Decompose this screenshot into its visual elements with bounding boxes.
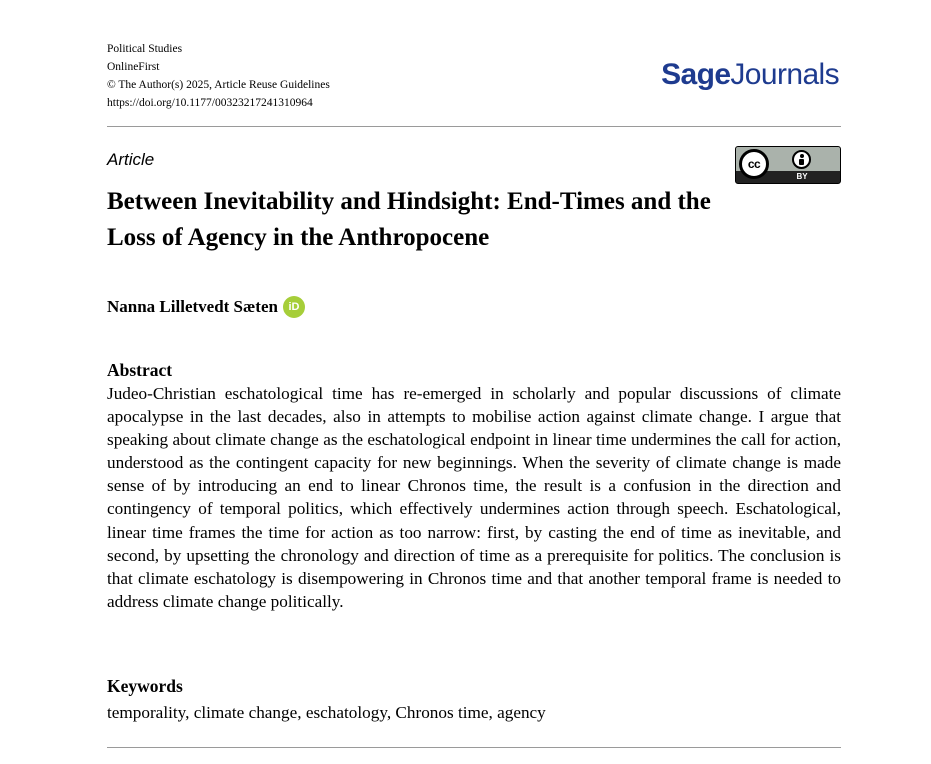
copyright-line[interactable]: © The Author(s) 2025, Article Reuse Guidelines xyxy=(107,79,330,91)
article-type-label: Article xyxy=(107,150,155,169)
article-page xyxy=(107,0,841,764)
brand-primary: Sage xyxy=(661,58,731,91)
keywords-list: temporality, climate change, eschatology, Chronos time, agency xyxy=(107,703,546,722)
sage-journals-logo[interactable] xyxy=(661,58,839,92)
orcid-icon[interactable]: iD xyxy=(283,296,305,318)
doi-link[interactable]: https://doi.org/10.1177/00323217241310964 xyxy=(107,97,313,109)
keywords-heading: Keywords xyxy=(107,676,183,696)
brand-secondary: Journals xyxy=(730,58,839,91)
abstract-text: Judeo-Christian eschatological time has re-emerged in scholarly and popular discussions of climate apocalypse in the last decades, also in attempts to mobilise action against climate change. I argue that speaking about climate change as the eschatological endpoint in linear time undermines the call for action, understood as the contingent capacity for new beginnings. When the severity of climate change is made sense of by introducing an end to linear Chronos time, the result is a confusion in the direction and contingency of temporal politics, which effectively undermines action through speech. Eschatological, linear time frames the time for action as too narrow: first, by casting the end of time as inevitable, and second, by upsetting the chronology and direction of time as a prerequisite for politics. The conclusion is that climate eschatology is disempowering in Chronos time and that another temporal frame is needed to address climate change politically. xyxy=(107,384,841,611)
journal-name[interactable]: Political Studies xyxy=(107,43,183,55)
cc-by-license-badge[interactable] xyxy=(735,146,841,184)
author-line xyxy=(107,296,305,318)
attribution-icon xyxy=(792,150,811,169)
publication-meta xyxy=(107,40,330,112)
license-by-label: BY xyxy=(796,172,808,181)
abstract-heading: Abstract xyxy=(107,360,173,380)
author-name[interactable]: Nanna Lilletvedt Sæten xyxy=(107,297,278,316)
article-title: Between Inevitability and Hindsight: End-Times and the Loss of Agency in the Anthropocene xyxy=(107,188,711,251)
creative-commons-icon: cc xyxy=(739,149,769,179)
online-status: OnlineFirst xyxy=(107,61,160,73)
footer-divider xyxy=(107,747,841,748)
header-divider xyxy=(107,126,841,127)
